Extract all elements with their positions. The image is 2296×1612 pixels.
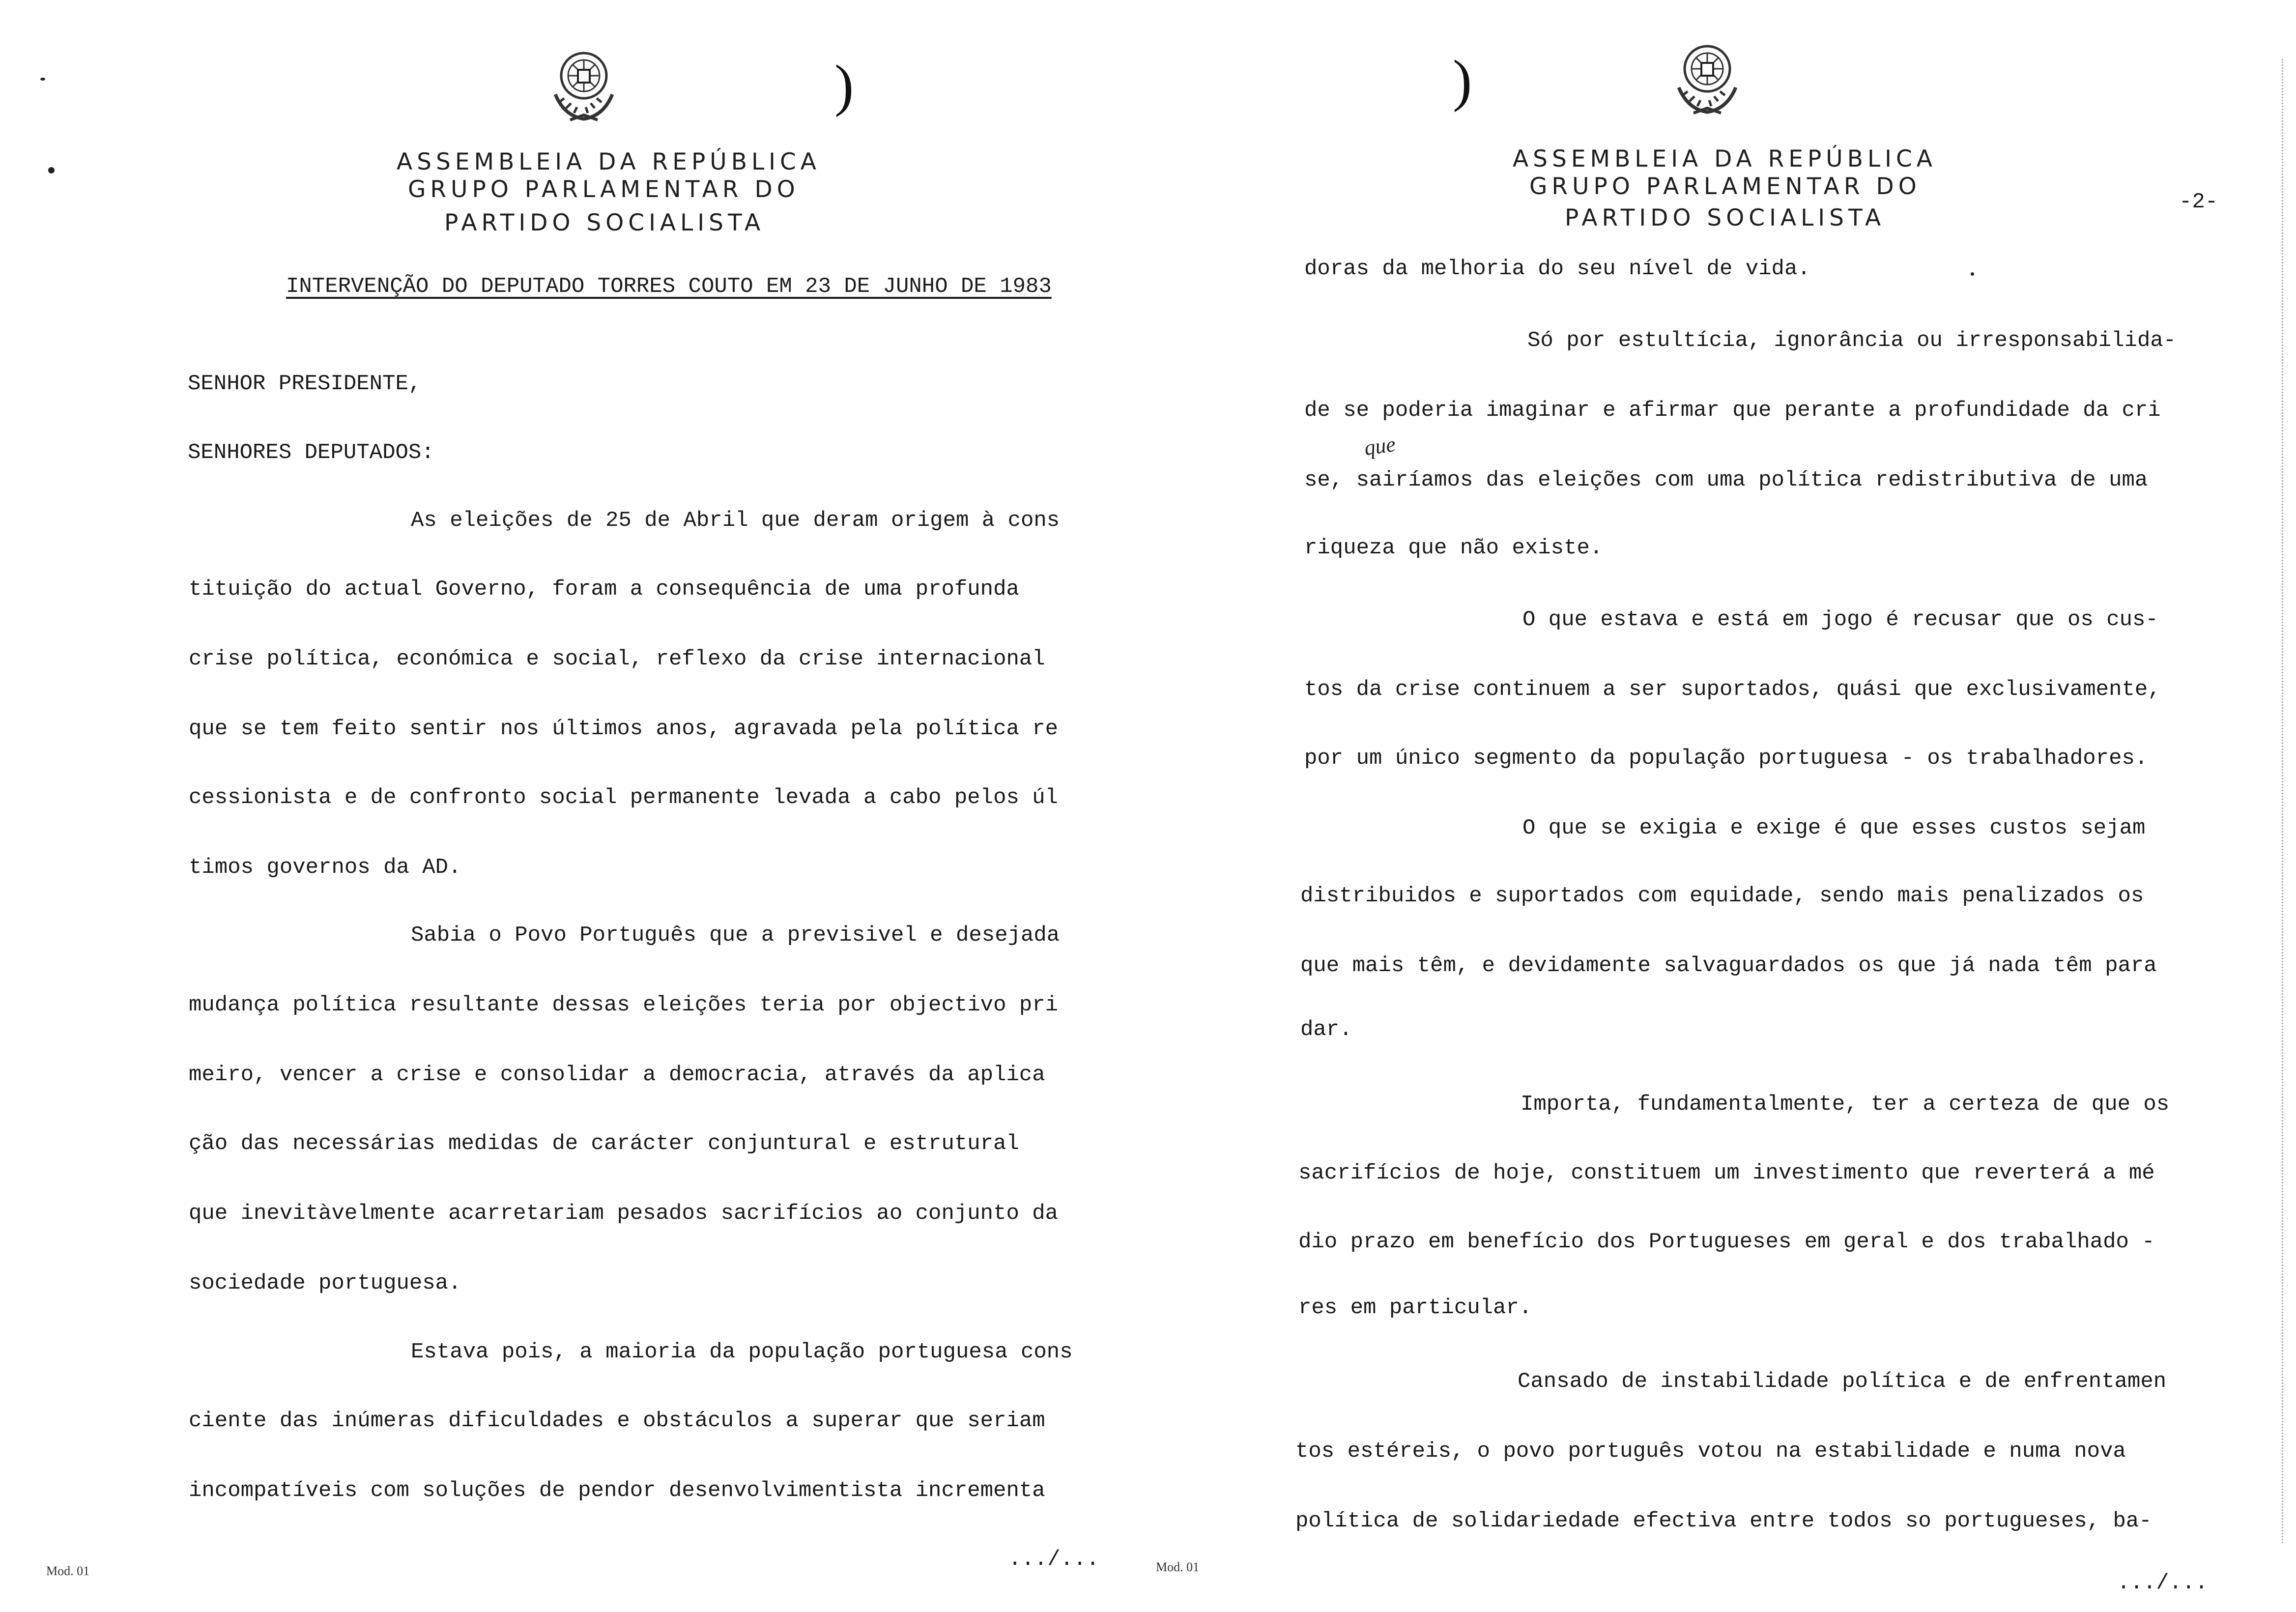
text-line: res em particular. — [1298, 1295, 1532, 1320]
text-line: se, sairíamos das eleições com uma política redistributiva de uma — [1304, 468, 2148, 492]
republic-emblem-icon — [1668, 40, 1747, 119]
document-title: INTERVENÇÃO DO DEPUTADO TORRES COUTO EM 23 DE JUNHO DE 1983 — [286, 274, 1052, 299]
text-line: incompatíveis com soluções de pendor desenvolvimentista incrementa — [189, 1478, 1045, 1503]
salutation-line: SENHORES DEPUTADOS: — [188, 440, 434, 465]
text-line: timos governos da AD. — [189, 855, 461, 880]
text-line: sociedade portuguesa. — [189, 1271, 461, 1295]
bracket-mark: ) — [834, 53, 854, 117]
text-line: Só por estultícia, ignorância ou irresponsabilida- — [1527, 328, 2177, 353]
text-line: por um único segmento da população portuguesa - os trabalhadores. — [1304, 746, 2148, 771]
text-line: mudança política resultante dessas eleições teria por objectivo pri — [189, 993, 1059, 1017]
text-line: crise política, económica e social, reflexo da crise internacional — [189, 647, 1045, 671]
header-line-2: GRUPO PARLAMENTAR DO — [1529, 173, 1921, 200]
stray-mark — [1971, 272, 1974, 276]
text-line: riqueza que não existe. — [1304, 536, 1603, 560]
text-line: Sabia o Povo Português que a previsivel e desejada — [411, 923, 1060, 948]
text-line: política de solidariedade efectiva entre todos so portugueses, ba- — [1295, 1509, 2152, 1533]
salutation-line: SENHOR PRESIDENTE, — [188, 372, 422, 396]
text-line: O que se exigia e exige é que esses custos sejam — [1522, 816, 2146, 840]
text-line: de se poderia imaginar e afirmar que perante a profundidade da cri — [1304, 398, 2161, 423]
continuation-mark: .../... — [2117, 1571, 2208, 1595]
text-line: sacrifícios de hoje, constituem um investimento que reverterá a mé — [1298, 1161, 2155, 1185]
text-line: O que estava e está em jogo é recusar que os cus- — [1522, 607, 2158, 632]
text-line: tos estéreis, o povo português votou na estabilidade e numa nova — [1295, 1439, 2126, 1464]
form-mark: Mod. 01 — [1156, 1560, 1200, 1574]
continuation-mark: .../... — [1008, 1547, 1099, 1572]
text-line: tos da crise continuem a ser suportados, quási que exclusivamente, — [1304, 677, 2161, 702]
text-line: distribuidos e suportados com equidade, sendo mais penalizados os — [1300, 884, 2144, 908]
text-line: doras da melhoria do seu nível de vida. — [1304, 257, 1810, 281]
text-line: ção das necessárias medidas de carácter conjuntural e estrutural — [189, 1131, 1019, 1156]
text-line: dar. — [1300, 1017, 1352, 1042]
form-mark: Mod. 01 — [46, 1564, 90, 1578]
text-line: que inevitàvelmente acarretariam pesados sacrifícios ao conjunto da — [189, 1201, 1059, 1226]
header-line-2: GRUPO PARLAMENTAR DO — [408, 176, 800, 203]
text-line: Estava pois, a maioria da população portuguesa cons — [411, 1340, 1073, 1364]
header-line-3: PARTIDO SOCIALISTA — [1565, 204, 1886, 231]
punch-mark — [48, 167, 55, 173]
text-line: meiro, vencer a crise e consolidar a democracia, através da aplica — [189, 1063, 1045, 1087]
text-line: ciente das inúmeras dificuldades e obstáculos a superar que seriam — [189, 1409, 1045, 1433]
text-line: tituição do actual Governo, foram a consequência de uma profunda — [189, 577, 1019, 602]
page-number: -2- — [2179, 190, 2218, 214]
bracket-mark: ) — [1453, 48, 1472, 113]
text-line: As eleições de 25 de Abril que deram origem à cons — [411, 508, 1060, 533]
header-line-1: ASSEMBLEIA DA REPÚBLICA — [1513, 145, 1937, 173]
text-line: cessionista e de confronto social permanente levada a cabo pelos úl — [189, 785, 1059, 810]
text-line: que mais têm, e devidamente salvaguardados os que já nada têm para — [1300, 953, 2157, 978]
torn-page-edge — [2282, 59, 2296, 1543]
text-line: Importa, fundamentalmente, ter a certeza de que os — [1521, 1092, 2170, 1117]
text-line: que se tem feito sentir nos últimos anos, agravada pela política re — [189, 717, 1059, 741]
right-page — [1148, 0, 2296, 1612]
header-line-1: ASSEMBLEIA DA REPÚBLICA — [397, 148, 821, 175]
header-line-3: PARTIDO SOCIALISTA — [444, 209, 765, 236]
punch-mark — [40, 78, 45, 81]
handwritten-insert: que — [1362, 432, 1397, 461]
text-line: Cansado de instabilidade política e de enfrentamen — [1518, 1369, 2167, 1394]
republic-emblem-icon — [545, 47, 623, 126]
text-line: dio prazo em benefício dos Portugueses em geral e dos trabalhado - — [1298, 1230, 2155, 1254]
